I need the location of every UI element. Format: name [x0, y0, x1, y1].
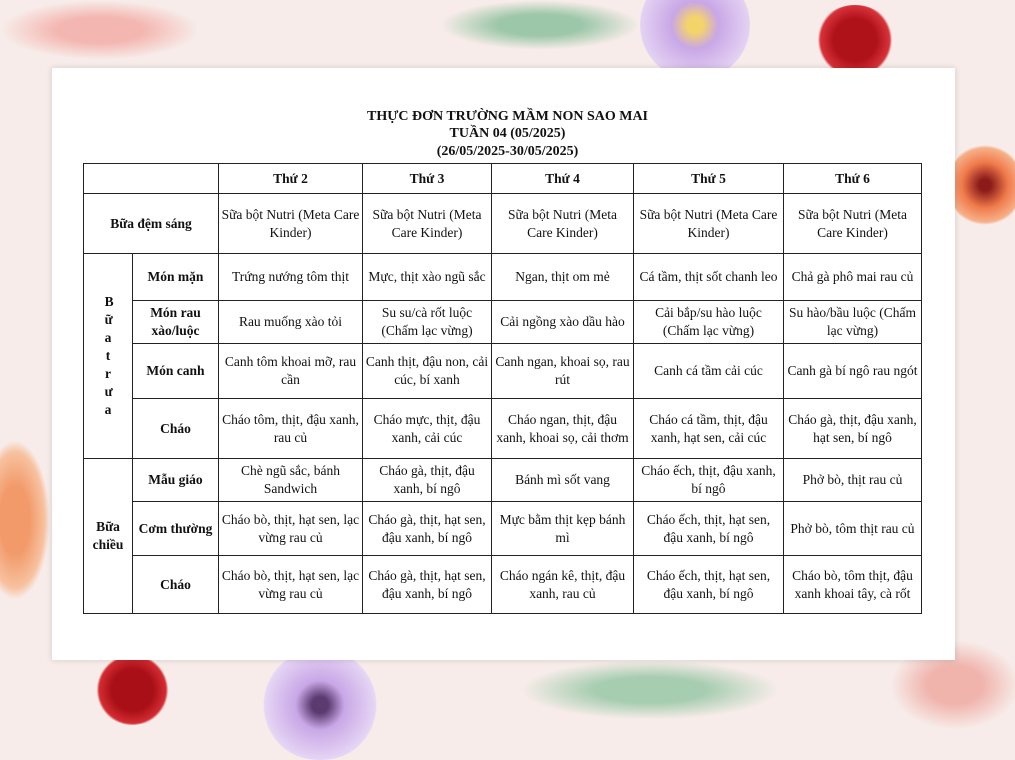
menu-cell: Cháo bò, thịt, hạt sen, lạc vừng rau củ — [219, 502, 363, 556]
dish-label: Món rau xào/luộc — [133, 301, 219, 344]
menu-cell: Phở bò, tôm thịt rau củ — [784, 502, 922, 556]
menu-cell: Cháo gà, thịt, đậu xanh, bí ngô — [363, 459, 492, 502]
table-row — [84, 254, 922, 301]
day-header: Thứ 3 — [363, 164, 492, 194]
menu-cell: Cá tầm, thịt sốt chanh leo — [634, 254, 784, 301]
menu-cell: Cải bắp/su hào luộc (Chấm lạc vừng) — [634, 301, 784, 344]
menu-cell: Cháo mực, thịt, đậu xanh, cải cúc — [363, 399, 492, 459]
table-row — [84, 344, 922, 399]
flower-decoration — [95, 655, 170, 725]
leaf-decoration — [520, 660, 780, 720]
day-header: Thứ 6 — [784, 164, 922, 194]
corner-cell — [84, 164, 219, 194]
menu-cell: Cháo ngan, thịt, đậu xanh, khoai sọ, cải thơm — [492, 399, 634, 459]
menu-table — [83, 163, 922, 614]
menu-cell: Chè ngũ sắc, bánh Sandwich — [219, 459, 363, 502]
menu-cell: Cháo cá tầm, thịt, đậu xanh, hạt sen, cải cúc — [634, 399, 784, 459]
menu-week: TUẦN 04 (05/2025) — [449, 126, 566, 141]
menu-cell: Sữa bột Nutri (Meta Care Kinder) — [784, 194, 922, 254]
meal-label: Bữa chiều — [84, 459, 133, 614]
menu-cell: Cháo ngán kê, thịt, đậu xanh, rau củ — [492, 556, 634, 614]
menu-cell: Cháo gà, thịt, đậu xanh, hạt sen, bí ngô — [784, 399, 922, 459]
flower-decoration — [0, 0, 200, 60]
menu-cell: Chả gà phô mai rau củ — [784, 254, 922, 301]
menu-cell: Cải ngồng xào dầu hào — [492, 301, 634, 344]
menu-cell: Ngan, thịt om mẻ — [492, 254, 634, 301]
menu-cell: Sữa bột Nutri (Meta Care Kinder) — [634, 194, 784, 254]
table-row — [84, 459, 922, 502]
menu-cell: Cháo tôm, thịt, đậu xanh, rau củ — [219, 399, 363, 459]
meal-label — [84, 254, 133, 459]
dish-label: Cháo — [133, 399, 219, 459]
day-header: Thứ 5 — [634, 164, 784, 194]
menu-cell: Canh gà bí ngô rau ngót — [784, 344, 922, 399]
table-row — [84, 301, 922, 344]
menu-cell: Sữa bột Nutri (Meta Care Kinder) — [219, 194, 363, 254]
menu-cell: Cháo gà, thịt, hạt sen, đậu xanh, bí ngô — [363, 502, 492, 556]
header-row — [84, 164, 922, 194]
dish-label: Mẫu giáo — [133, 459, 219, 502]
table-row — [84, 502, 922, 556]
flower-decoration — [0, 440, 50, 600]
day-header: Thứ 2 — [219, 164, 363, 194]
menu-cell: Trứng nướng tôm thịt — [219, 254, 363, 301]
table-row — [84, 556, 922, 614]
menu-cell: Cháo bò, thịt, hạt sen, lạc vừng rau củ — [219, 556, 363, 614]
dish-label: Món canh — [133, 344, 219, 399]
menu-cell: Cháo ếch, thịt, hạt sen, đậu xanh, bí ngô — [634, 556, 784, 614]
menu-cell: Cháo gà, thịt, hạt sen, đậu xanh, bí ngô — [363, 556, 492, 614]
menu-cell: Cháo ếch, thịt, đậu xanh, bí ngô — [634, 459, 784, 502]
lunch-label: Bữa trưa — [104, 294, 114, 417]
menu-dates: (26/05/2025-30/05/2025) — [436, 144, 579, 159]
menu-title: THỰC ĐƠN TRƯỜNG MẦM NON SAO MAI — [366, 109, 649, 124]
menu-cell: Cháo bò, tôm thịt, đậu xanh khoai tây, cà rốt — [784, 556, 922, 614]
dish-label: Cháo — [133, 556, 219, 614]
flower-decoration — [815, 5, 895, 75]
dish-label: Món mặn — [133, 254, 219, 301]
menu-cell: Phở bò, thịt rau củ — [784, 459, 922, 502]
menu-cell: Rau muống xào tỏi — [219, 301, 363, 344]
menu-cell: Canh thịt, đậu non, cải cúc, bí xanh — [363, 344, 492, 399]
meal-label: Bữa đệm sáng — [84, 194, 219, 254]
table-row — [84, 399, 922, 459]
menu-cell: Su su/cà rốt luộc (Chấm lạc vừng) — [363, 301, 492, 344]
dish-label: Cơm thường — [133, 502, 219, 556]
menu-cell: Mực, thịt xào ngũ sắc — [363, 254, 492, 301]
menu-cell: Bánh mì sốt vang — [492, 459, 634, 502]
menu-cell: Su hào/bầu luộc (Chấm lạc vừng) — [784, 301, 922, 344]
leaf-decoration — [440, 0, 640, 50]
menu-cell: Cháo ếch, thịt, hạt sen, đậu xanh, bí ngô — [634, 502, 784, 556]
menu-cell: Canh tôm khoai mỡ, rau cần — [219, 344, 363, 399]
menu-cell: Sữa bột Nutri (Meta Care Kinder) — [492, 194, 634, 254]
menu-cell: Mực bằm thịt kẹp bánh mì — [492, 502, 634, 556]
table-row — [84, 194, 922, 254]
menu-cell: Canh ngan, khoai sọ, rau rút — [492, 344, 634, 399]
menu-cell: Sữa bột Nutri (Meta Care Kinder) — [363, 194, 492, 254]
menu-cell: Canh cá tầm cải cúc — [634, 344, 784, 399]
flower-decoration — [260, 650, 380, 760]
day-header: Thứ 4 — [492, 164, 634, 194]
